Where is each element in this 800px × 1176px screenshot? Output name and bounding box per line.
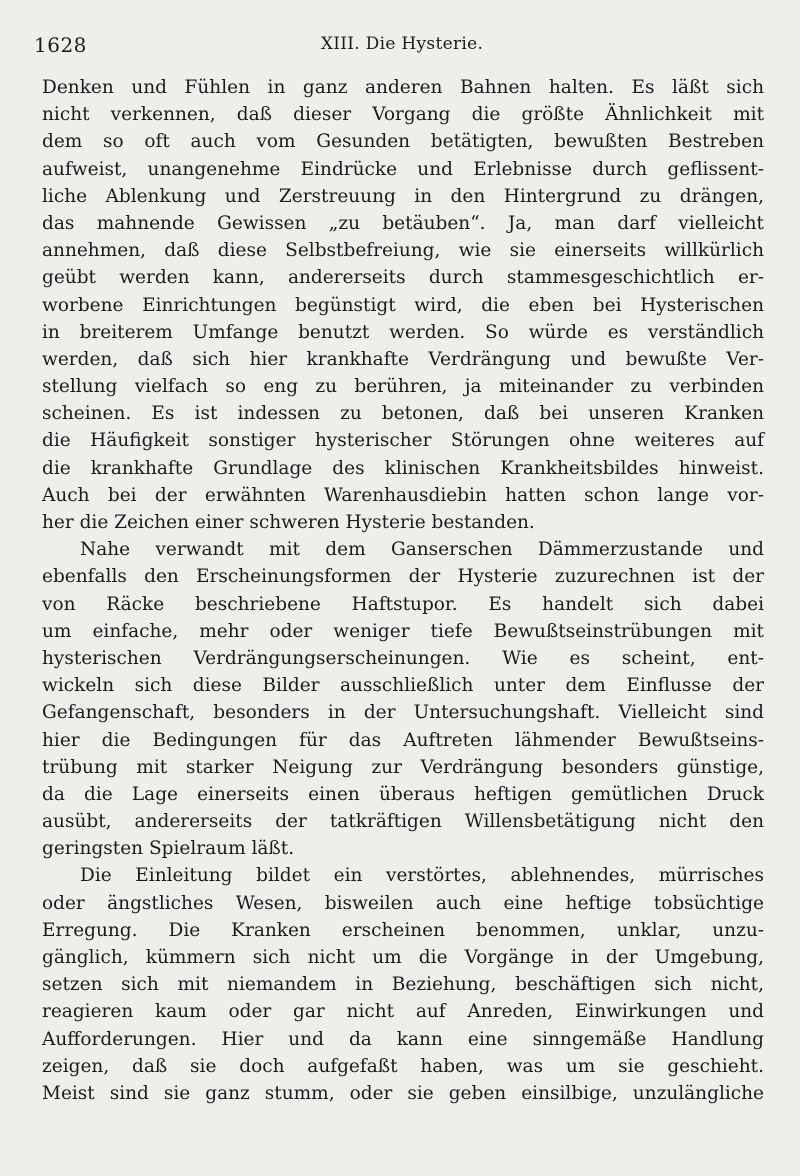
text-line: dem so oft auch vom Gesunden betätigten, bewußten Bestreben (42, 131, 764, 153)
text-line: die krankhafte Grundlage des klinischen Krankheitsbildes hinweist. (42, 457, 764, 479)
text-line: das mahnende Gewissen „zu betäuben“. Ja, man darf vielleicht (42, 212, 764, 234)
text-line: trübung mit starker Neigung zur Verdrängung besonders günstige, (42, 756, 764, 778)
text-line: wickeln sich diese Bilder ausschließlich unter dem Einflusse der (42, 675, 764, 697)
text-line: Gefangenschaft, besonders in der Untersuchungshaft. Vielleicht sind (42, 702, 764, 724)
text-line: nicht verkennen, daß dieser Vorgang die größte Ähnlichkeit mit (42, 104, 764, 126)
text-line: hysterischen Verdrängungserscheinungen. Wie es scheint, ent- (42, 647, 764, 669)
text-line: her die Zeichen einer schweren Hysterie bestanden. (42, 512, 535, 533)
text-line: von Räcke beschriebene Haftstupor. Es handelt sich dabei (42, 593, 764, 615)
text-line: zeigen, daß sie doch aufgefaßt haben, was um sie geschieht. (42, 1055, 764, 1077)
text-line: ebenfalls den Erscheinungsformen der Hysterie zuzurechnen ist der (42, 566, 764, 588)
text-line: ausübt, andererseits der tatkräftigen Willensbetätigung nicht den (42, 811, 764, 833)
text-line: Die Einleitung bildet ein verstörtes, ablehnendes, mürrisches (80, 865, 764, 887)
text-line: reagieren kaum oder gar nicht auf Anreden, Einwirkungen und (42, 1001, 764, 1023)
text-line: in breiterem Umfange benutzt werden. So würde es verständlich (42, 321, 764, 343)
running-head (34, 33, 770, 57)
text-line: worbene Einrichtungen begünstigt wird, die eben bei Hysterischen (42, 294, 764, 316)
text-line: geringsten Spielraum läßt. (42, 838, 295, 860)
text-line: Meist sind sie ganz stumm, oder sie geben einsilbige, unzulängliche (42, 1082, 764, 1104)
page-number: 1628 (34, 33, 87, 57)
running-title: XIII. Die Hysterie. (320, 34, 484, 54)
text-line: da die Lage einerseits einen überaus heftigen gemütlichen Druck (42, 783, 764, 805)
text-line: geübt werden kann, andererseits durch stammesgeschichtlich er- (42, 267, 764, 289)
text-line: die Häufigkeit sonstiger hysterischer Störungen ohne weiteres auf (42, 430, 764, 452)
text-line: Aufforderungen. Hier und da kann eine sinngemäße Handlung (42, 1028, 764, 1050)
text-line: um einfache, mehr oder weniger tiefe Bewußtseinstrübungen mit (42, 620, 764, 642)
body-text (42, 74, 764, 1107)
text-line: Nahe verwandt mit dem Ganserschen Dämmerzustande und (80, 539, 764, 561)
text-line: liche Ablenkung und Zerstreuung in den Hintergrund zu drängen, (42, 185, 764, 207)
text-line: werden, daß sich hier krankhafte Verdrängung und bewußte Ver- (42, 348, 764, 370)
text-line: hier die Bedingungen für das Auftreten lähmender Bewußtseins- (42, 729, 764, 751)
text-line: oder ängstliches Wesen, bisweilen auch eine heftige tobsüchtige (42, 892, 764, 914)
text-line: Denken und Fühlen in ganz anderen Bahnen halten. Es läßt sich (42, 77, 764, 98)
text-line: gänglich, kümmern sich nicht um die Vorgänge in der Umgebung, (42, 947, 764, 968)
text-line: Erregung. Die Kranken erscheinen benommen, unklar, unzu- (42, 919, 764, 941)
text-line: annehmen, daß diese Selbstbefreiung, wie sie einerseits willkürlich (42, 240, 764, 262)
text-line: aufweist, unangenehme Eindrücke und Erlebnisse durch geflissent- (42, 158, 764, 180)
text-line: setzen sich mit niemandem in Beziehung, beschäftigen sich nicht, (42, 974, 764, 996)
text-line: scheinen. Es ist indessen zu betonen, daß bei unseren Kranken (42, 403, 764, 425)
text-line: stellung vielfach so eng zu berühren, ja miteinander zu verbinden (42, 376, 764, 398)
text-line: Auch bei der erwähnten Warenhausdiebin hatten schon lange vor- (42, 484, 764, 506)
